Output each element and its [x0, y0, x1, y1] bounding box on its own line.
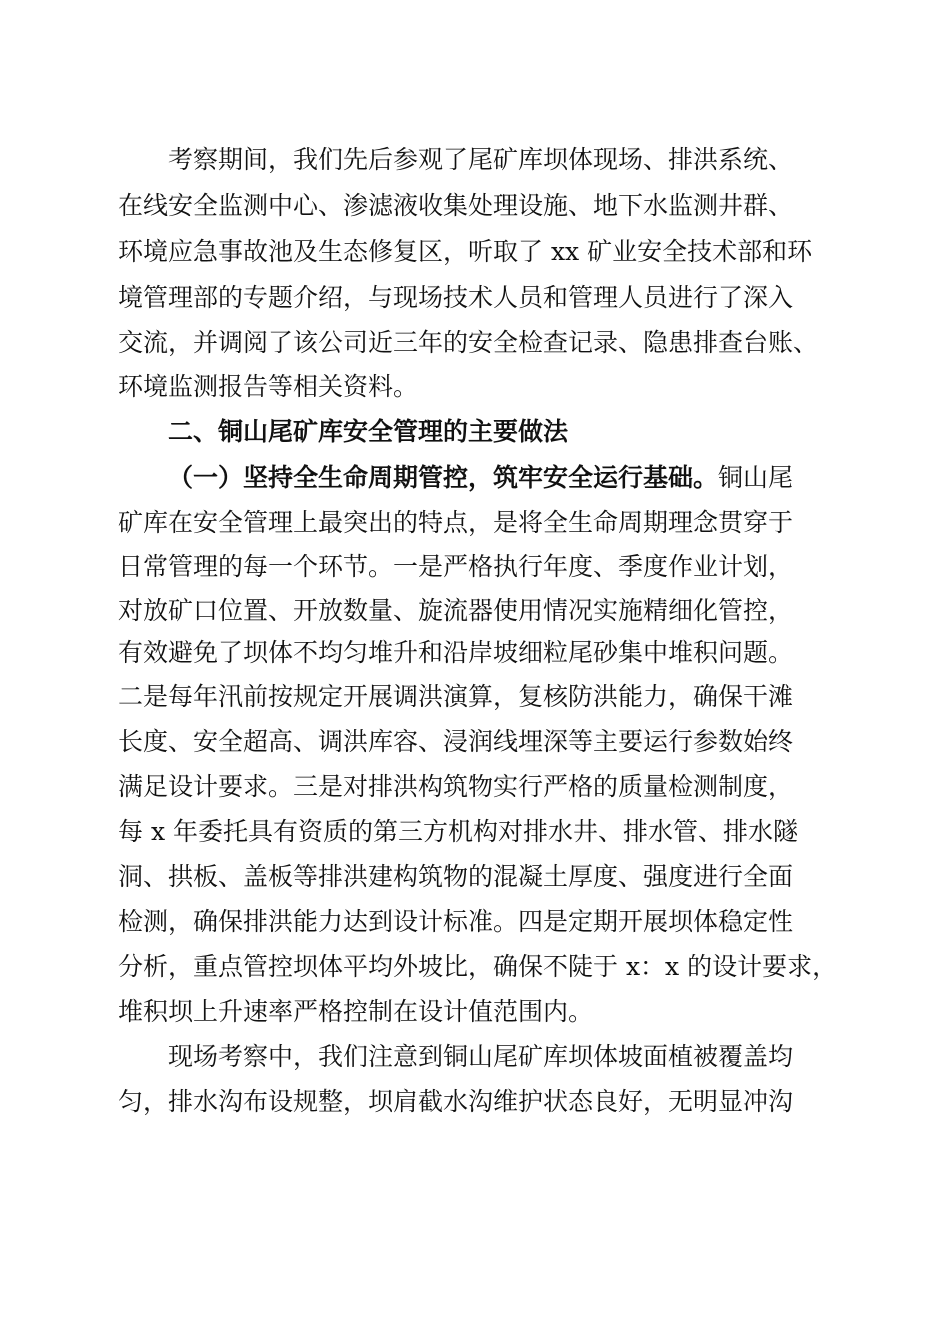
paragraph-line: 日常管理的每一个环节。一是严格执行年度、季度作业计划， [118, 552, 794, 581]
paragraph-line: 在线安全监测中心、渗滤液收集处理设施、地下水监测井群、 [118, 191, 794, 220]
paragraph-line: 匀，排水沟布设规整，坝肩截水沟维护状态良好，无明显冲沟 [118, 1087, 794, 1116]
paragraph-line: 对放矿口位置、开放数量、旋流器使用情况实施精细化管控， [118, 596, 794, 625]
paragraph-line: 现场考察中，我们注意到铜山尾矿库坝体坡面植被覆盖均 [168, 1042, 794, 1071]
subsection-lead: （一）坚持全生命周期管控，筑牢安全运行基础。 [168, 463, 719, 492]
paragraph-line: 堆积坝上升速率严格控制在设计值范围内。 [118, 997, 594, 1026]
paragraph-line: 洞、拱板、盖板等排洪建构筑物的混凝土厚度、强度进行全面 [118, 862, 794, 891]
section-heading: 二、铜山尾矿库安全管理的主要做法 [168, 417, 569, 446]
paragraph-line: 环境应急事故池及生态修复区，听取了 xx 矿业安全技术部和环 [118, 237, 813, 266]
paragraph-first-line [118, 457, 838, 499]
paragraph-line: 满足设计要求。三是对排洪构筑物实行严格的质量检测制度， [118, 772, 794, 801]
paragraph-line: 检测，确保排洪能力达到设计标准。四是定期开展坝体稳定性 [118, 907, 794, 936]
paragraph-line: 交流，并调阅了该公司近三年的安全检查记录、隐患排查台账、 [118, 328, 819, 357]
paragraph-line: 有效避免了坝体不均匀堆升和沿岸坡细粒尾砂集中堆积问题。 [118, 638, 794, 667]
paragraph-line: 考察期间，我们先后参观了尾矿库坝体现场、排洪系统、 [168, 145, 794, 174]
paragraph-line: 每 x 年委托具有资质的第三方机构对排水井、排水管、排水隧 [118, 817, 798, 846]
paragraph-line: 境管理部的专题介绍，与现场技术人员和管理人员进行了深入 [118, 283, 794, 312]
paragraph-line: 分析，重点管控坝体平均外坡比，确保不陡于 x：x 的设计要求， [118, 952, 838, 981]
paragraph-line: 二是每年汛前按规定开展调洪演算，复核防洪能力，确保干滩 [118, 682, 794, 711]
paragraph-line: 环境监测报告等相关资料。 [118, 372, 419, 401]
paragraph-line: 长度、安全超高、调洪库容、浸润线埋深等主要运行参数始终 [118, 727, 794, 756]
first-line-rest: 铜山尾 [718, 463, 794, 492]
paragraph-line: 矿库在安全管理上最突出的特点，是将全生命周期理念贯穿于 [118, 508, 794, 537]
